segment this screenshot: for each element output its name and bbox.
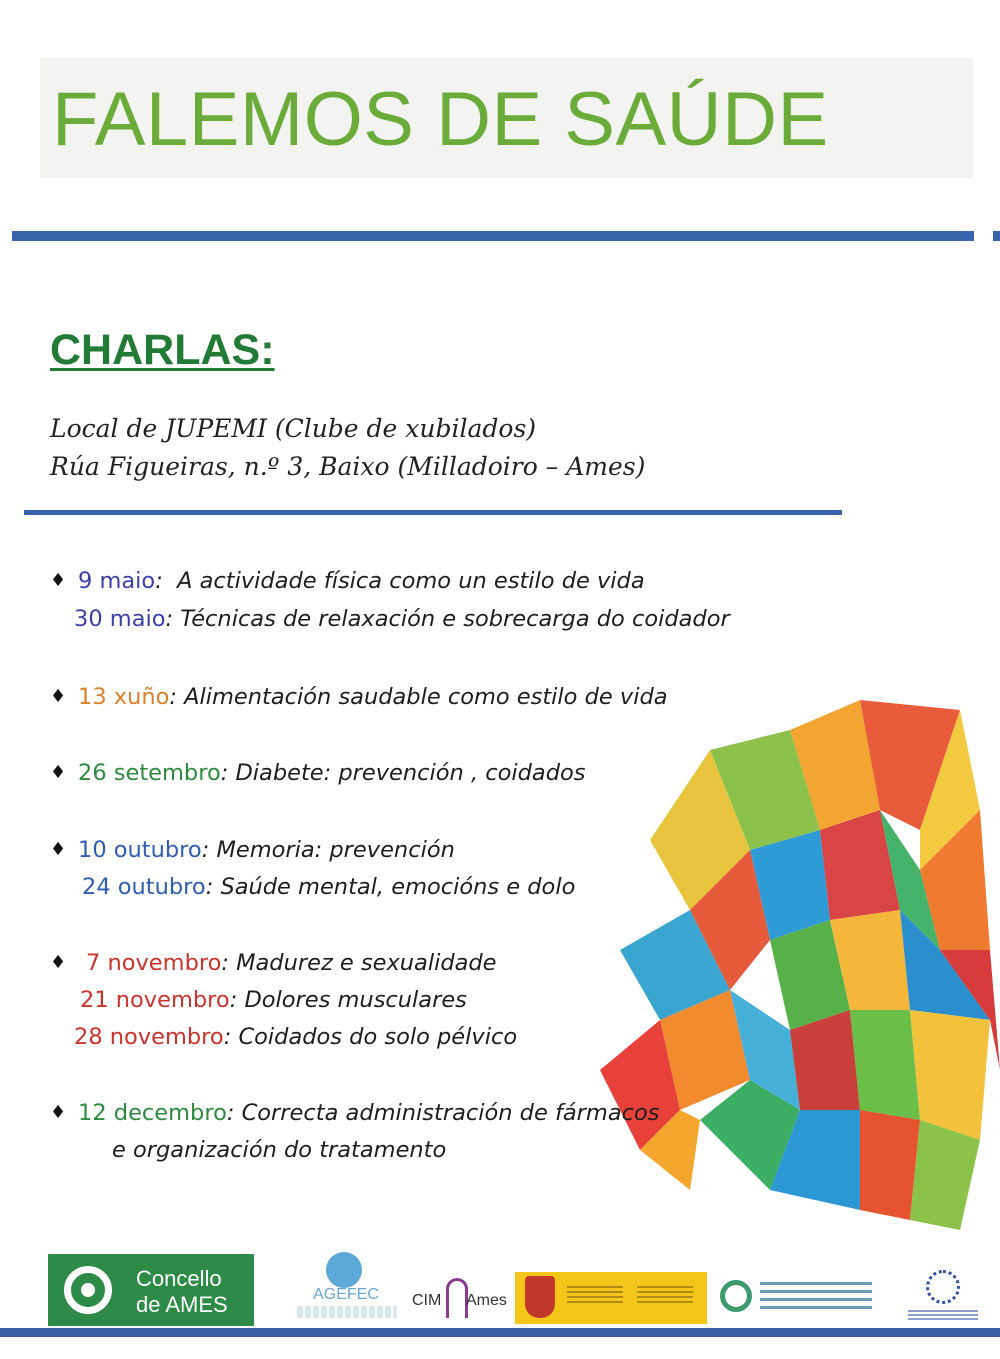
cim-ames-logo	[408, 1262, 508, 1322]
bullet-icon: ♦	[50, 686, 67, 707]
talk-date: 30 maio	[74, 606, 166, 632]
agefec-circle-icon	[326, 1252, 362, 1288]
talk-item: 24 outubro: Saúde mental, emocións e dolo	[82, 874, 576, 900]
bullet-icon: ♦	[50, 952, 67, 973]
ministry-text-lines	[637, 1286, 693, 1306]
femp-text-lines	[908, 1310, 978, 1320]
edge-divider-tick	[993, 231, 1000, 241]
talk-date: 24 outubro	[82, 874, 206, 900]
coat-of-arms-icon	[525, 1276, 555, 1318]
ames-logo-line2: de AMES	[136, 1292, 228, 1317]
gov-text-lines	[567, 1286, 623, 1306]
talk-topic: A actividade física como un estilo de vida	[177, 568, 645, 594]
page-title: FALEMOS DE SAÚDE	[52, 77, 829, 162]
talk-continuation	[112, 1135, 446, 1165]
sponsor-logos	[48, 1252, 998, 1327]
talk-date: 9 maio	[78, 568, 156, 594]
location-address: Rúa Figueiras, n.º 3, Baixo (Milladoiro – Ames)	[50, 452, 646, 481]
talk-date: 12 decembro	[78, 1100, 227, 1126]
agefec-logo	[293, 1252, 403, 1327]
talk-item: 26 setembro: Diabete: prevención , coidados	[78, 760, 586, 786]
estrategia-ring-icon	[720, 1280, 752, 1312]
talk-item: 30 maio: Técnicas de relaxación e sobrecarga do coidador	[74, 606, 730, 632]
talk-topic: Madurez e sexualidade	[236, 950, 497, 976]
talk-date: 7 novembro	[86, 950, 222, 976]
talk-date: 21 novembro	[80, 987, 230, 1013]
talk-item: 9 maio: A actividade física como un estilo de vida	[78, 568, 645, 594]
talk-item: 10 outubro: Memoria: prevención	[78, 837, 455, 863]
talk-topic: Dolores musculares	[244, 987, 467, 1013]
talk-item: 12 decembro: Correcta administración de fármacos	[78, 1100, 660, 1126]
talk-item: 13 xuño: Alimentación saudable como estilo de vida	[78, 684, 668, 710]
talk-date: 13 xuño	[78, 684, 170, 710]
bottom-divider	[0, 1328, 1000, 1337]
gobierno-espana-logo	[515, 1272, 707, 1324]
talk-topic: Alimentación saudable como estilo de vida	[184, 684, 668, 710]
talk-item: 28 novembro: Coidados do solo pélvico	[74, 1024, 518, 1050]
femp-logo	[908, 1270, 978, 1324]
cim-label: CIM	[412, 1292, 442, 1309]
ames-symbol-icon	[64, 1266, 112, 1314]
location-name: Local de JUPEMI (Clube de xubilados)	[50, 414, 537, 443]
agefec-subtitle-lines	[297, 1306, 397, 1318]
talk-topic: Técnicas de relaxación e sobrecarga do coidador	[180, 606, 730, 632]
bullet-icon: ♦	[50, 762, 67, 783]
talk-topic: Diabete: prevención , coidados	[235, 760, 586, 786]
top-divider	[12, 231, 974, 241]
talk-item: 21 novembro: Dolores musculares	[80, 987, 467, 1013]
talk-date: 10 outubro	[78, 837, 202, 863]
concello-ames-logo	[48, 1254, 254, 1326]
bullet-icon: ♦	[50, 839, 67, 860]
talk-date: 28 novembro	[74, 1024, 224, 1050]
section-heading: CHARLAS:	[50, 326, 275, 374]
femp-stars-icon	[926, 1270, 960, 1304]
estrategia-promocion-logo	[720, 1276, 880, 1320]
agefec-name: AGEFEC	[313, 1286, 379, 1303]
cim-ames-label: Ames	[466, 1292, 507, 1309]
bullet-icon: ♦	[50, 1102, 67, 1123]
talk-topic: Saúde mental, emocións e dolo	[220, 874, 576, 900]
origami-flower-image	[560, 690, 1000, 1250]
origami-petals	[600, 700, 1000, 1230]
cim-arc-icon	[446, 1278, 468, 1318]
talk-topic: Memoria: prevención	[216, 837, 455, 863]
middle-divider	[24, 510, 842, 515]
bullet-icon: ♦	[50, 570, 67, 591]
talk-item: 7 novembro: Madurez e sexualidade	[86, 950, 497, 976]
talk-topic: e organización do tratamento	[112, 1137, 447, 1163]
talk-topic: Coidados do solo pélvico	[238, 1024, 518, 1050]
talk-topic: Correcta administración de fármacos	[241, 1100, 660, 1126]
talk-date: 26 setembro	[78, 760, 221, 786]
estrategia-text-lines	[760, 1282, 872, 1310]
ames-logo-line1: Concello	[136, 1266, 222, 1291]
